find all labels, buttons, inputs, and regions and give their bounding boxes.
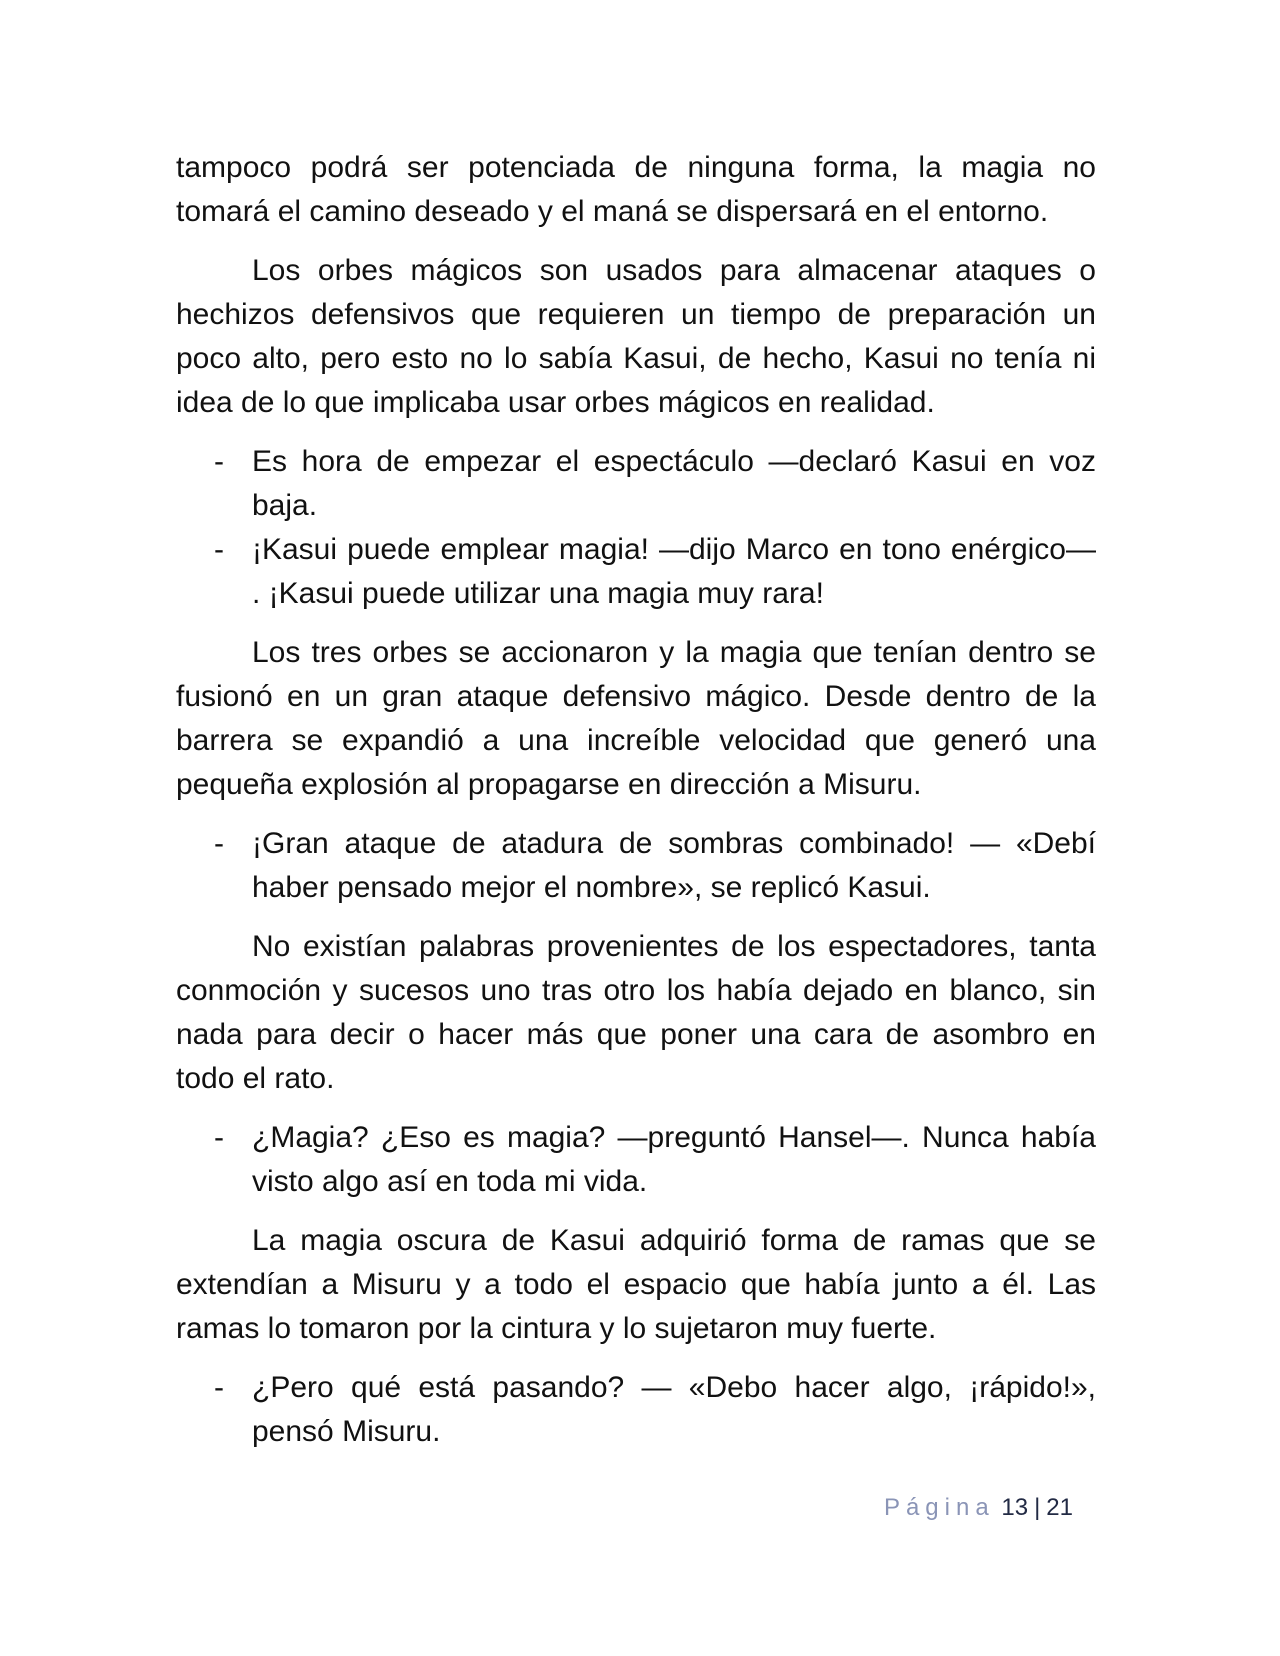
paragraph-1: tampoco podrá ser potenciada de ninguna forma, la magia no tomará el camino deseado y el maná se dispersará en el entorno. [176, 151, 1096, 228]
dialogue-line-1 [176, 440, 1096, 528]
dialogue-dash: - [214, 533, 224, 566]
dialogue-line-5 [176, 1366, 1096, 1454]
footer-total-pages: 21 [1046, 1494, 1073, 1521]
paragraph-3: Los tres orbes se accionaron y la magia que tenían dentro se fusionó en un gran ataque defensivo mágico. Desde dentro de la barrera se expandió a una increíble velocidad que generó una pequeña explosión al propagarse en dirección a Misuru. [176, 636, 1096, 801]
dialogue-line-3 [176, 822, 1096, 910]
dialogue-dash: - [214, 1371, 224, 1404]
footer-page-label: Página [883, 1494, 995, 1521]
dialogue-text-3: ¡Gran ataque de atadura de sombras combinado! — «Debí haber pensado mejor el nombre», se replicó Kasui. [252, 827, 1096, 904]
footer-current-page: 13 [1001, 1494, 1029, 1521]
dialogue-line-2 [176, 528, 1096, 616]
dialogue-text-1: Es hora de empezar el espectáculo —declaró Kasui en voz baja. [252, 445, 1096, 522]
footer-separator: | [1034, 1494, 1041, 1521]
page-body [176, 146, 1096, 1469]
dialogue-dash: - [214, 827, 224, 860]
paragraph-2: Los orbes mágicos son usados para almacenar ataques o hechizos defensivos que requieren un tiempo de preparación un poco alto, pero esto no lo sabía Kasui, de hecho, Kasui no tenía ni idea de lo que implicaba usar orbes mágicos en realidad. [176, 254, 1096, 419]
dialogue-text-5: ¿Pero qué está pasando? — «Debo hacer algo, ¡rápido!», pensó Misuru. [252, 1371, 1096, 1448]
paragraph-4: No existían palabras provenientes de los espectadores, tanta conmoción y sucesos uno tras otro los había dejado en blanco, sin nada para decir o hacer más que poner una cara de asombro en todo el rato. [176, 930, 1096, 1095]
dialogue-dash: - [214, 445, 224, 478]
dialogue-text-2: ¡Kasui puede emplear magia! —dijo Marco en tono enérgico— . ¡Kasui puede utilizar una magia muy rara! [252, 533, 1096, 610]
page-footer [0, 1493, 1073, 1523]
dialogue-dash: - [214, 1121, 224, 1154]
dialogue-text-4: ¿Magia? ¿Eso es magia? —preguntó Hansel—. Nunca había visto algo así en toda mi vida. [252, 1121, 1096, 1198]
paragraph-5: La magia oscura de Kasui adquirió forma de ramas que se extendían a Misuru y a todo el espacio que había junto a él. Las ramas lo tomaron por la cintura y lo sujetaron muy fuerte. [176, 1224, 1096, 1345]
dialogue-line-4 [176, 1116, 1096, 1204]
